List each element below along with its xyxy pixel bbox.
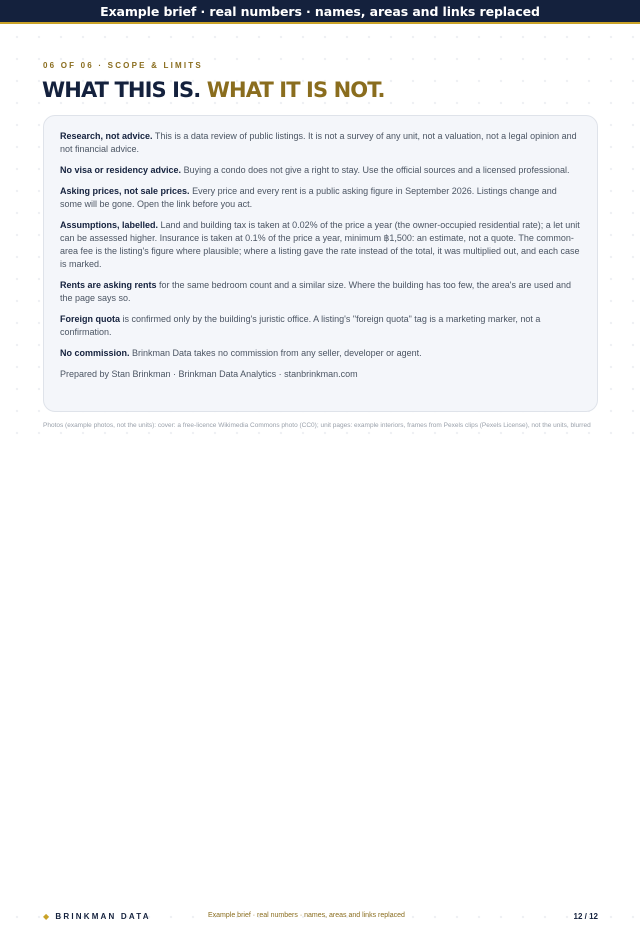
section-eyebrow: 06 OF 06 · SCOPE & LIMITS bbox=[43, 61, 203, 70]
item-lead: Foreign quota bbox=[60, 314, 120, 325]
title-part-what-it-is-not: WHAT IT IS NOT. bbox=[206, 78, 385, 102]
scope-item-asking-prices bbox=[60, 185, 581, 211]
page-number: 12 / 12 bbox=[573, 912, 598, 921]
top-banner: Example brief · real numbers · names, areas and links replaced bbox=[0, 0, 640, 24]
scope-item-rents bbox=[60, 279, 581, 305]
item-body: This is a data review of public listings. It is not a survey of any unit, not a valuation, not a legal opinion and not financial advice. bbox=[60, 131, 577, 155]
item-body: Land and building tax is taken at 0.02% of the price a year (the owner-occupied residential rate); a let unit can be assessed higher. Insurance is taken at 0.1% of the price a year, minimum ฿1,500: an estimate, not a quote. The common-area fee is the listing's figure where plausible; where a listing gave the rate instead of the total, it was multiplied out, and each case is marked. bbox=[60, 219, 580, 270]
scope-item-foreign-quota bbox=[60, 313, 581, 339]
page-lower-area bbox=[0, 450, 640, 910]
scope-item-visa bbox=[60, 164, 581, 177]
title-part-what-this-is: WHAT THIS IS. bbox=[42, 78, 201, 102]
item-body: is confirmed only by the building's juristic office. A listing's "foreign quota" tag is a marketing marker, not a confirmation. bbox=[60, 314, 541, 338]
item-lead: No visa or residency advice. bbox=[60, 165, 182, 175]
item-body: for the same bedroom count and a similar size. Where the building has too few, the area's are used and the page says so. bbox=[60, 280, 571, 304]
item-lead: Assumptions, labelled. bbox=[60, 219, 159, 230]
item-body: Every price and every rent is a public asking figure in September 2026. Listings change and some will be gone. Open the link before you act. bbox=[60, 185, 557, 209]
item-body: Buying a condo does not give a right to stay. Use the official sources and a licensed professional. bbox=[181, 165, 570, 175]
photo-credits: Photos (example photos, not the units): cover: a free-licence Wikimedia Commons photo (CC0); unit pages: example interiors, frames from Pexels clips (Pexels License), not the units, blurred bbox=[43, 422, 591, 429]
item-lead: Research, not advice. bbox=[60, 131, 153, 141]
scope-card bbox=[43, 115, 598, 412]
item-lead: Asking prices, not sale prices. bbox=[60, 185, 190, 196]
footer-brand-label: BRINKMAN DATA bbox=[55, 912, 151, 921]
footer-brand bbox=[43, 912, 151, 921]
scope-item-commission bbox=[60, 347, 581, 360]
item-lead: Rents are asking rents bbox=[60, 280, 157, 291]
item-body: Brinkman Data takes no commission from any seller, developer or agent. bbox=[129, 348, 422, 359]
page-title bbox=[42, 78, 385, 102]
scope-item-assumptions bbox=[60, 219, 581, 272]
footer-note: Example brief · real numbers · names, areas and links replaced bbox=[208, 912, 405, 919]
scope-item-research bbox=[60, 130, 581, 156]
item-lead: No commission. bbox=[60, 348, 130, 359]
prepared-by: Prepared by Stan Brinkman · Brinkman Data Analytics · stanbrinkman.com bbox=[60, 369, 358, 380]
diamond-icon: ◆ bbox=[43, 912, 52, 921]
